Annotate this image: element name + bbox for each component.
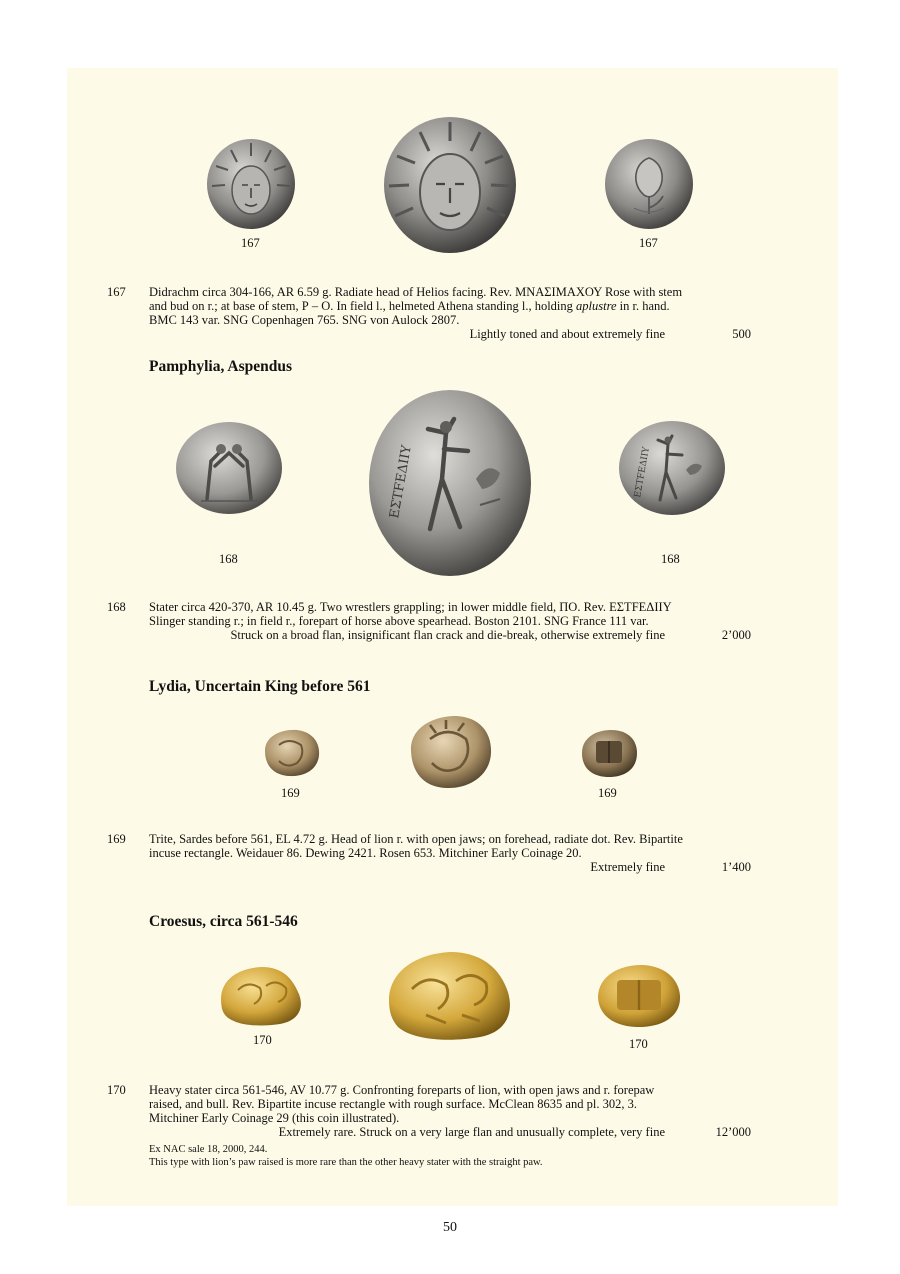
coin-170-obverse-large	[386, 949, 516, 1043]
coin-170-reverse	[595, 962, 683, 1030]
coin-168-reverse-large	[368, 389, 532, 577]
svg-text:ΕΣΤFΕΔΙΙΥ: ΕΣΤFΕΔΙΙΥ	[387, 444, 415, 520]
grade-row	[149, 1125, 751, 1139]
italic-term: aplustre	[576, 299, 617, 313]
coin-167-obverse-small	[206, 138, 296, 230]
coin-169-obverse-small	[261, 727, 321, 779]
lot-number: 168	[107, 600, 126, 614]
coin-167-obverse-large	[383, 116, 517, 254]
provenance-note: Ex NAC sale 18, 2000, 244.	[149, 1144, 268, 1155]
coin-168-obverse-small	[175, 421, 283, 515]
coin-label: 168	[661, 552, 680, 566]
lot-description	[149, 285, 751, 341]
lot-number: 169	[107, 832, 126, 846]
page-number: 50	[443, 1220, 457, 1235]
grade-row	[149, 327, 751, 341]
description-line: Stater circa 420-370, AR 10.45 g. Two wrestlers grappling; in lower middle field, ΠΟ. Rev. ΕΣΤFΕΔΙΙΥ	[149, 600, 672, 614]
estimate: 1’400	[721, 860, 751, 874]
lot-description	[149, 600, 751, 642]
lot-number: 170	[107, 1083, 126, 1097]
coin-168-reverse-small	[618, 420, 726, 516]
lot-number: 167	[107, 285, 126, 299]
coin-label: 167	[241, 236, 260, 250]
section-heading: Croesus, circa 561-546	[149, 913, 298, 930]
section-heading: Lydia, Uncertain King before 561	[149, 678, 371, 695]
coin-label: 170	[629, 1037, 648, 1051]
grade: Struck on a broad flan, insignificant flan crack and die-break, otherwise extremely fine	[230, 628, 665, 642]
description-line: BMC 143 var. SNG Copenhagen 765. SNG von Aulock 2807.	[149, 313, 460, 327]
coin-label: 169	[598, 786, 617, 800]
lot-description	[149, 1083, 751, 1169]
description-line: Slinger standing r.; in field r., forepart of horse above spearhead. Boston 2101. SNG France 111 var.	[149, 614, 649, 628]
grade-row	[149, 860, 751, 874]
grade: Extremely rare. Struck on a very large flan and unusually complete, very fine	[278, 1125, 665, 1139]
estimate: 2’000	[721, 628, 751, 642]
svg-text:ΕΣΤFΕΔΙΙΥ: ΕΣΤFΕΔΙΙΥ	[633, 446, 652, 499]
grade: Lightly toned and about extremely fine	[469, 327, 665, 341]
description-line: Trite, Sardes before 561, EL 4.72 g. Head of lion r. with open jaws; on forehead, radiate dot. Rev. Bipartite	[149, 832, 683, 846]
coin-170-obverse-small	[218, 964, 306, 1028]
coin-169-obverse-large	[406, 713, 494, 791]
lot-description	[149, 832, 751, 874]
description-line: and bud on r.; at base of stem, Ρ – Ο. In field l., helmeted Athena standing l., holding aplustre in r. hand.	[149, 299, 670, 313]
coin-169-reverse	[579, 727, 639, 779]
description-line: Mitchiner Early Coinage 29 (this coin illustrated).	[149, 1111, 400, 1125]
description-line: raised, and bull. Rev. Bipartite incuse rectangle with rough surface. McClean 8635 and pl. 302, 3.	[149, 1097, 637, 1111]
section-heading: Pamphylia, Aspendus	[149, 358, 292, 375]
estimate: 12’000	[715, 1125, 751, 1139]
coin-label: 170	[253, 1033, 272, 1047]
rarity-note: This type with lion’s paw raised is more rare than the other heavy stater with the straight paw.	[149, 1156, 543, 1168]
estimate: 500	[732, 327, 751, 341]
coin-label: 168	[219, 552, 238, 566]
grade: Extremely fine	[590, 860, 665, 874]
description-line: Heavy stater circa 561-546, AV 10.77 g. Confronting foreparts of lion, with open jaws and r. forepaw	[149, 1083, 655, 1097]
grade-row	[149, 628, 751, 642]
description-line: incuse rectangle. Weidauer 86. Dewing 2421. Rosen 653. Mitchiner Early Coinage 20.	[149, 846, 582, 860]
description-line: Didrachm circa 304-166, AR 6.59 g. Radiate head of Helios facing. Rev. ΜΝΑΣΙΜΑΧΟΥ Rose with stem	[149, 285, 683, 299]
coin-167-reverse	[604, 138, 694, 230]
coin-label: 167	[639, 236, 658, 250]
coin-label: 169	[281, 786, 300, 800]
